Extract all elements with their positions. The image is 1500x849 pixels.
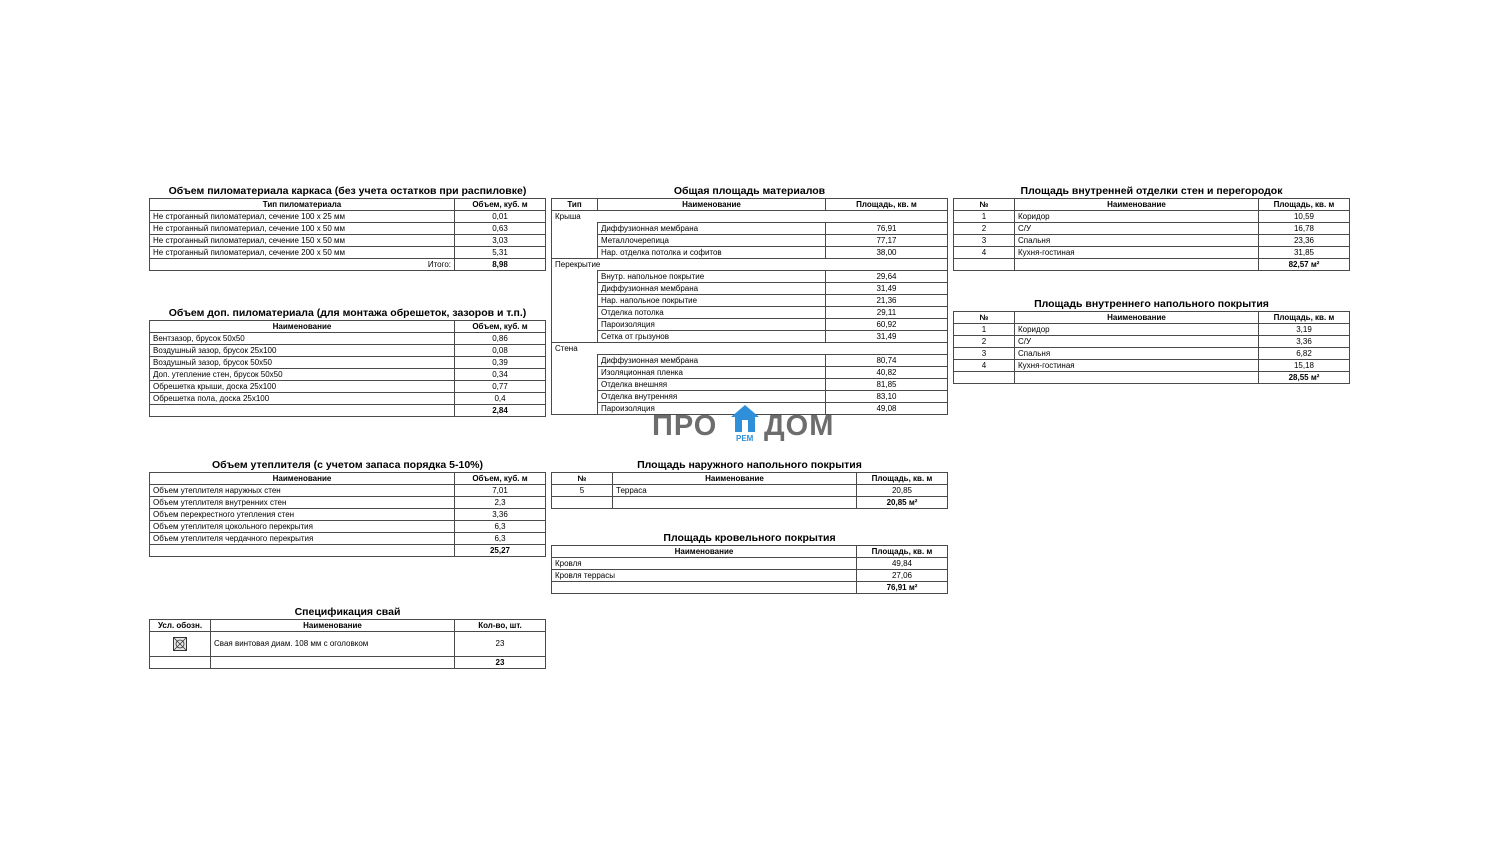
- cell-name: Нар. отделка потолка и софитов: [598, 247, 826, 259]
- col-header: Объем, куб. м: [455, 199, 546, 211]
- cell-value: 0,77: [455, 381, 546, 393]
- materials-area-table: [551, 198, 948, 415]
- materials-area-section: [551, 184, 948, 415]
- cell-value: 23,36: [1259, 235, 1350, 247]
- cell-name: Объем утеплителя внутренних стен: [150, 497, 455, 509]
- frame-lumber-section: [149, 184, 546, 271]
- table-row: [150, 223, 546, 235]
- interior-floor-section: [953, 297, 1350, 384]
- table-row: [150, 381, 546, 393]
- cell-name: Кровля террасы: [552, 570, 857, 582]
- total-value: 28,55 м²: [1259, 372, 1350, 384]
- cell-name: Диффузионная мембрана: [598, 223, 826, 235]
- table-row: [954, 211, 1350, 223]
- table-row: [954, 336, 1350, 348]
- outdoor-floor-title: Площадь наружного напольного покрытия: [637, 459, 862, 471]
- insulation-section: [149, 458, 546, 557]
- table-row: [552, 247, 948, 259]
- roofing-section: [551, 531, 948, 594]
- total-value: 2,84: [455, 405, 546, 417]
- table-row: [552, 283, 948, 295]
- table-row: [150, 533, 546, 545]
- table-row: [150, 369, 546, 381]
- cell-name: Не строганный пиломатериал, сечение 200 х 50 мм: [150, 247, 455, 259]
- cell-value: 5,31: [455, 247, 546, 259]
- total-row: [954, 259, 1350, 271]
- cell-number: 3: [954, 348, 1015, 360]
- cell-value: 31,49: [826, 283, 948, 295]
- roofing-table: [551, 545, 948, 594]
- cell-name: Кухня-гостиная: [1015, 360, 1259, 372]
- frame-lumber-title: Объем пиломатериала каркаса (без учета остатков при распиловке): [168, 185, 527, 197]
- col-header: Наименование: [150, 473, 455, 485]
- cell-value: 23: [455, 632, 546, 657]
- total-row: [552, 497, 948, 509]
- cell-name: Не строганный пиломатериал, сечение 150 х 50 мм: [150, 235, 455, 247]
- col-header: Наименование: [150, 321, 455, 333]
- col-header: Кол-во, шт.: [455, 620, 546, 632]
- piles-title: Спецификация свай: [294, 606, 401, 618]
- table-row: [552, 558, 948, 570]
- col-header: Площадь, кв. м: [857, 473, 948, 485]
- cell-value: 81,85: [826, 379, 948, 391]
- table-row: [552, 570, 948, 582]
- table-row: [552, 295, 948, 307]
- col-header: №: [552, 473, 613, 485]
- cell-number: 1: [954, 211, 1015, 223]
- cell-value: 29,11: [826, 307, 948, 319]
- logo-subtext: РЕМ: [736, 434, 754, 443]
- table-row: [150, 247, 546, 259]
- table-row: [150, 333, 546, 345]
- group-row: [552, 343, 948, 355]
- outdoor-floor-section: [551, 458, 948, 509]
- cell-value: 0,86: [455, 333, 546, 345]
- insulation-table: [149, 472, 546, 557]
- table-row: [954, 360, 1350, 372]
- cell-value: 83,10: [826, 391, 948, 403]
- col-header: Наименование: [1015, 199, 1259, 211]
- cell-name: Пароизоляция: [598, 403, 826, 415]
- table-row: [954, 324, 1350, 336]
- insulation-title: Объем утеплителя (с учетом запаса порядка 5-10%): [211, 459, 484, 471]
- table-row: [552, 307, 948, 319]
- cell-name: Воздушный зазор, брусок 25х100: [150, 345, 455, 357]
- interior-walls-title: Площадь внутренней отделки стен и перегородок: [1020, 185, 1283, 197]
- table-row: [552, 331, 948, 343]
- total-row: [150, 259, 546, 271]
- cell-number: 4: [954, 247, 1015, 259]
- col-header: Объем, куб. м: [455, 321, 546, 333]
- group-type: Стена: [552, 343, 948, 355]
- table-row: [954, 247, 1350, 259]
- cell-value: 16,78: [1259, 223, 1350, 235]
- cell-value: 31,49: [826, 331, 948, 343]
- table-row: [150, 211, 546, 223]
- cell-number: 5: [552, 485, 613, 497]
- extra-lumber-section: [149, 306, 546, 417]
- pile-symbol-icon: [173, 637, 187, 651]
- cell-name: Кровля: [552, 558, 857, 570]
- col-header: №: [954, 199, 1015, 211]
- cell-name: Нар. напольное покрытие: [598, 295, 826, 307]
- interior-floor-title: Площадь внутреннего напольного покрытия: [1034, 298, 1269, 310]
- cell-value: 15,18: [1259, 360, 1350, 372]
- table-row: [552, 367, 948, 379]
- group-spacer: [552, 271, 598, 343]
- interior-floor-table: [953, 311, 1350, 384]
- table-row: [552, 355, 948, 367]
- cell-name: Объем утеплителя чердачного перекрытия: [150, 533, 455, 545]
- table-row: [150, 235, 546, 247]
- col-header: Наименование: [211, 620, 455, 632]
- cell-name: Доп. утепление стен, брусок 50х50: [150, 369, 455, 381]
- outdoor-floor-table: [551, 472, 948, 509]
- table-row: [552, 235, 948, 247]
- cell-name: Свая винтовая диам. 108 мм с оголовком: [211, 632, 455, 657]
- cell-value: 0,34: [455, 369, 546, 381]
- empty-cell: [150, 657, 211, 669]
- extra-lumber-table: [149, 320, 546, 417]
- col-header: Наименование: [1015, 312, 1259, 324]
- cell-value: 0,39: [455, 357, 546, 369]
- col-header: Площадь, кв. м: [857, 546, 948, 558]
- cell-value: 0,63: [455, 223, 546, 235]
- cell-name: Коридор: [1015, 211, 1259, 223]
- cell-name: Внутр. напольное покрытие: [598, 271, 826, 283]
- table-row: [150, 357, 546, 369]
- cell-name: Диффузионная мембрана: [598, 283, 826, 295]
- empty-cell: [552, 497, 613, 509]
- cell-name: Вентзазор, брусок 50х50: [150, 333, 455, 345]
- cell-value: 49,08: [826, 403, 948, 415]
- empty-cell: [150, 405, 455, 417]
- total-value: 20,85 м²: [857, 497, 948, 509]
- logo-text-left: ПРО: [652, 410, 718, 442]
- group-spacer: [552, 355, 598, 415]
- cell-value: 0,4: [455, 393, 546, 405]
- cell-value: 20,85: [857, 485, 948, 497]
- empty-cell: [211, 657, 455, 669]
- table-row: [552, 223, 948, 235]
- frame-lumber-table: [149, 198, 546, 271]
- cell-number: 2: [954, 336, 1015, 348]
- cell-value: 29,64: [826, 271, 948, 283]
- col-header: Площадь, кв. м: [1259, 312, 1350, 324]
- table-row: [150, 345, 546, 357]
- empty-cell: [552, 582, 857, 594]
- col-header: Тип: [552, 199, 598, 211]
- table-row: [150, 521, 546, 533]
- interior-walls-table: [953, 198, 1350, 271]
- col-header: №: [954, 312, 1015, 324]
- cell-value: 49,84: [857, 558, 948, 570]
- cell-name: Изоляционная пленка: [598, 367, 826, 379]
- cell-value: 3,36: [1259, 336, 1350, 348]
- total-row: [552, 582, 948, 594]
- cell-value: 6,3: [455, 533, 546, 545]
- cell-value: 77,17: [826, 235, 948, 247]
- empty-cell: [1015, 259, 1259, 271]
- cell-name: Объем утеплителя цокольного перекрытия: [150, 521, 455, 533]
- group-spacer: [552, 223, 598, 259]
- table-row: [552, 319, 948, 331]
- total-row: [150, 405, 546, 417]
- table-row: [552, 271, 948, 283]
- table-row: [954, 235, 1350, 247]
- cell-name: Воздушный зазор, брусок 50х50: [150, 357, 455, 369]
- cell-value: 6,82: [1259, 348, 1350, 360]
- cell-name: Обрешетка пола, доска 25х100: [150, 393, 455, 405]
- cell-value: 31,85: [1259, 247, 1350, 259]
- col-header: Тип пиломатериала: [150, 199, 455, 211]
- cell-name: С/У: [1015, 223, 1259, 235]
- house-icon: [730, 404, 760, 434]
- empty-cell: [150, 545, 455, 557]
- cell-value: 38,00: [826, 247, 948, 259]
- cell-name: Отделка потолка: [598, 307, 826, 319]
- cell-value: 2,3: [455, 497, 546, 509]
- cell-name: Терраса: [613, 485, 857, 497]
- cell-name: Металлочерепица: [598, 235, 826, 247]
- col-header: Наименование: [598, 199, 826, 211]
- col-header: Наименование: [613, 473, 857, 485]
- cell-name: Спальня: [1015, 235, 1259, 247]
- cell-name: С/У: [1015, 336, 1259, 348]
- cell-name: Сетка от грызунов: [598, 331, 826, 343]
- col-header: Площадь, кв. м: [1259, 199, 1350, 211]
- cell-name: Коридор: [1015, 324, 1259, 336]
- table-row: [150, 393, 546, 405]
- cell-value: 6,3: [455, 521, 546, 533]
- cell-value: 60,92: [826, 319, 948, 331]
- piles-section: [149, 605, 546, 669]
- cell-name: Спальня: [1015, 348, 1259, 360]
- group-row: [552, 259, 948, 271]
- cell-name: Обрешетка крыши, доска 25х100: [150, 381, 455, 393]
- empty-cell: [954, 372, 1015, 384]
- cell-number: 4: [954, 360, 1015, 372]
- cell-value: 76,91: [826, 223, 948, 235]
- cell-name: Объем утеплителя наружных стен: [150, 485, 455, 497]
- table-row: [552, 485, 948, 497]
- col-header: Площадь, кв. м: [826, 199, 948, 211]
- cell-value: 3,36: [455, 509, 546, 521]
- col-header: Наименование: [552, 546, 857, 558]
- logo-text-right: ДОМ: [764, 410, 835, 442]
- extra-lumber-title: Объем доп. пиломатериала (для монтажа обрешеток, зазоров и т.п.): [168, 307, 527, 319]
- cell-value: 3,03: [455, 235, 546, 247]
- cell-number: 2: [954, 223, 1015, 235]
- cell-value: 80,74: [826, 355, 948, 367]
- total-row: [150, 545, 546, 557]
- cell-value: 3,19: [1259, 324, 1350, 336]
- interior-walls-section: [953, 184, 1350, 271]
- cell-value: 21,36: [826, 295, 948, 307]
- prodom-logo: [650, 404, 850, 446]
- table-row: [954, 223, 1350, 235]
- table-row: [150, 632, 546, 657]
- total-row: [954, 372, 1350, 384]
- group-type: Крыша: [552, 211, 948, 223]
- table-row: [552, 379, 948, 391]
- table-row: [150, 485, 546, 497]
- cell-value: 10,59: [1259, 211, 1350, 223]
- table-row: [552, 391, 948, 403]
- cell-value: 7,01: [455, 485, 546, 497]
- empty-cell: [1015, 372, 1259, 384]
- cell-value: 0,01: [455, 211, 546, 223]
- total-value: 82,57 м²: [1259, 259, 1350, 271]
- cell-value: 27,06: [857, 570, 948, 582]
- cell-value: 0,08: [455, 345, 546, 357]
- cell-number: 1: [954, 324, 1015, 336]
- total-label: Итого:: [150, 259, 455, 271]
- group-type: Перекрытие: [552, 259, 948, 271]
- col-header: Объем, куб. м: [455, 473, 546, 485]
- cell-name: Кухня-гостиная: [1015, 247, 1259, 259]
- group-row: [552, 211, 948, 223]
- roofing-title: Площадь кровельного покрытия: [663, 532, 836, 544]
- cell-name: Пароизоляция: [598, 319, 826, 331]
- materials-area-title: Общая площадь материалов: [673, 185, 826, 197]
- total-value: 23: [455, 657, 546, 669]
- cell-name: Объем перекрестного утепления стен: [150, 509, 455, 521]
- cell-name: Отделка внешняя: [598, 379, 826, 391]
- empty-cell: [954, 259, 1015, 271]
- cell-name: Не строганный пиломатериал, сечение 100 х 50 мм: [150, 223, 455, 235]
- piles-table: [149, 619, 546, 669]
- table-row: [150, 497, 546, 509]
- symbol-cell: [150, 632, 211, 657]
- col-header: Усл. обозн.: [150, 620, 211, 632]
- empty-cell: [613, 497, 857, 509]
- total-value: 25,27: [455, 545, 546, 557]
- cell-value: 40,82: [826, 367, 948, 379]
- cell-number: 3: [954, 235, 1015, 247]
- cell-name: Не строганный пиломатериал, сечение 100 х 25 мм: [150, 211, 455, 223]
- table-row: [954, 348, 1350, 360]
- table-row: [150, 509, 546, 521]
- total-value: 8,98: [455, 259, 546, 271]
- total-value: 76,91 м²: [857, 582, 948, 594]
- total-row: [150, 657, 546, 669]
- cell-name: Отделка внутренняя: [598, 391, 826, 403]
- cell-name: Диффузионная мембрана: [598, 355, 826, 367]
